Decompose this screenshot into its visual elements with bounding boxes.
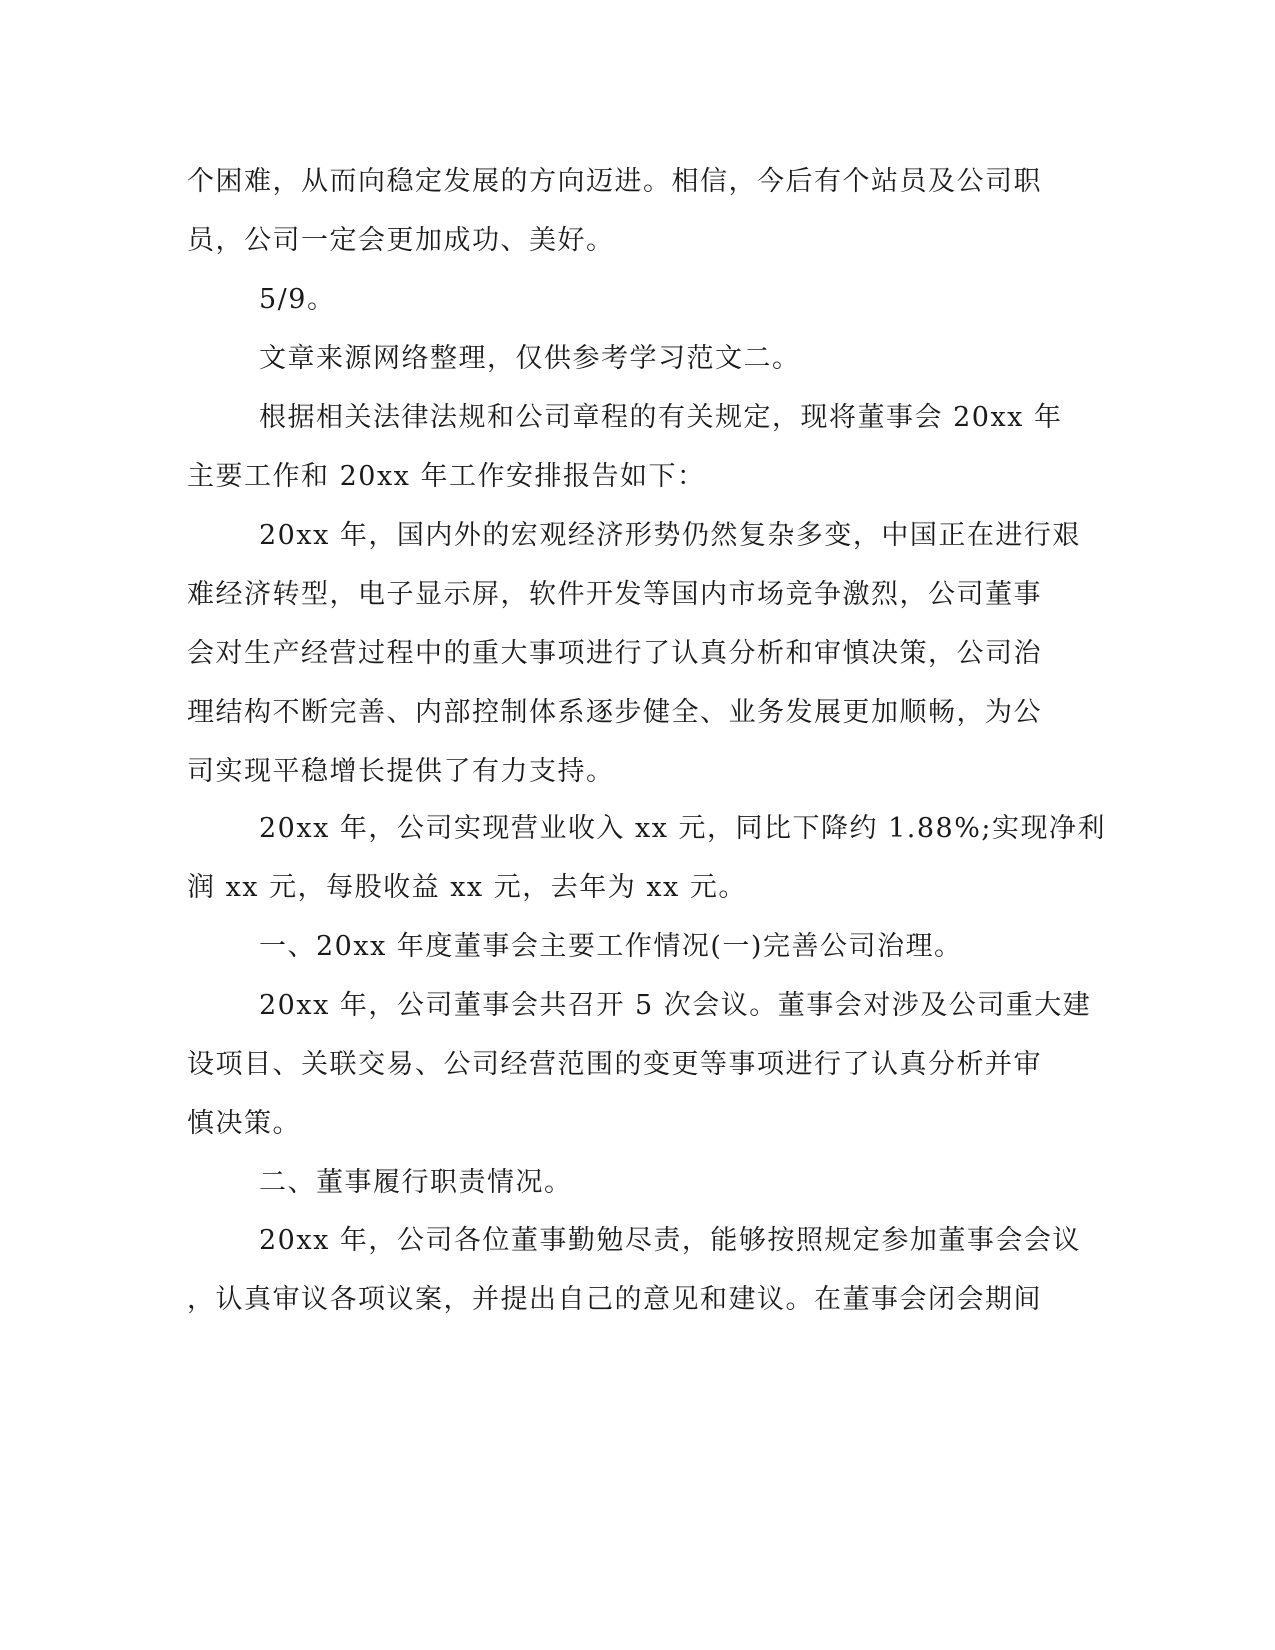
text-line: 20xx 年，公司实现营业收入 xx 元，同比下降约 1.88%;实现净利 <box>259 813 1106 844</box>
text-line: 20xx 年，公司各位董事勤勉尽责，能够按照规定参加董事会会议 <box>259 1225 1081 1256</box>
text-line: 个困难，从而向稳定发展的方向迈进。相信，今后有个站员及公司职 <box>187 166 1042 197</box>
text-line: 根据相关法律法规和公司章程的有关规定，现将董事会 20xx 年 <box>259 402 1063 433</box>
text-line: 20xx 年，国内外的宏观经济形势仍然复杂多变，中国正在进行艰 <box>259 520 1081 551</box>
text-line: 二、董事履行职责情况。 <box>259 1167 573 1198</box>
text-line: 员，公司一定会更加成功、美好。 <box>187 225 615 256</box>
text-line: 润 xx 元，每股收益 xx 元，去年为 xx 元。 <box>187 872 747 903</box>
text-line: 会对生产经营过程中的重大事项进行了认真分析和审慎决策，公司治 <box>187 638 1042 669</box>
section-heading-one <box>187 917 1077 976</box>
text-line: 主要工作和 20xx 年工作安排报告如下： <box>187 461 706 492</box>
duties-paragraph <box>187 1211 1081 1329</box>
economy-paragraph <box>187 506 1081 801</box>
text-line: 设项目、关联交易、公司经营范围的变更等事项进行了认真分析并审 <box>187 1049 1042 1080</box>
text-line: 20xx 年，公司董事会共召开 5 次会议。董事会对涉及公司重大建 <box>259 990 1092 1021</box>
source-note-paragraph <box>187 329 1077 388</box>
text-line: 文章来源网络整理，仅供参考学习范文二。 <box>259 343 801 374</box>
paragraph-continuation <box>187 152 1077 270</box>
text-line: 理结构不断完善、内部控制体系逐步健全、业务发展更加顺畅，为公 <box>187 697 1042 728</box>
section-heading-two <box>187 1153 1077 1212</box>
revenue-paragraph <box>187 799 1106 917</box>
page-number-text: 5/9。 <box>259 284 336 315</box>
text-line: 一、20xx 年度董事会主要工作情况(一)完善公司治理。 <box>259 931 963 962</box>
page-number-paragraph <box>187 270 1077 329</box>
text-line: ，认真审议各项议案，并提出自己的意见和建议。在董事会闭会期间 <box>187 1284 1042 1315</box>
text-line: 慎决策。 <box>187 1108 301 1139</box>
text-line: 难经济转型，电子显示屏，软件开发等国内市场竞争激烈，公司董事 <box>187 579 1042 610</box>
meetings-paragraph <box>187 976 1092 1153</box>
intro-paragraph <box>187 388 1077 506</box>
text-line: 司实现平稳增长提供了有力支持。 <box>187 756 615 787</box>
